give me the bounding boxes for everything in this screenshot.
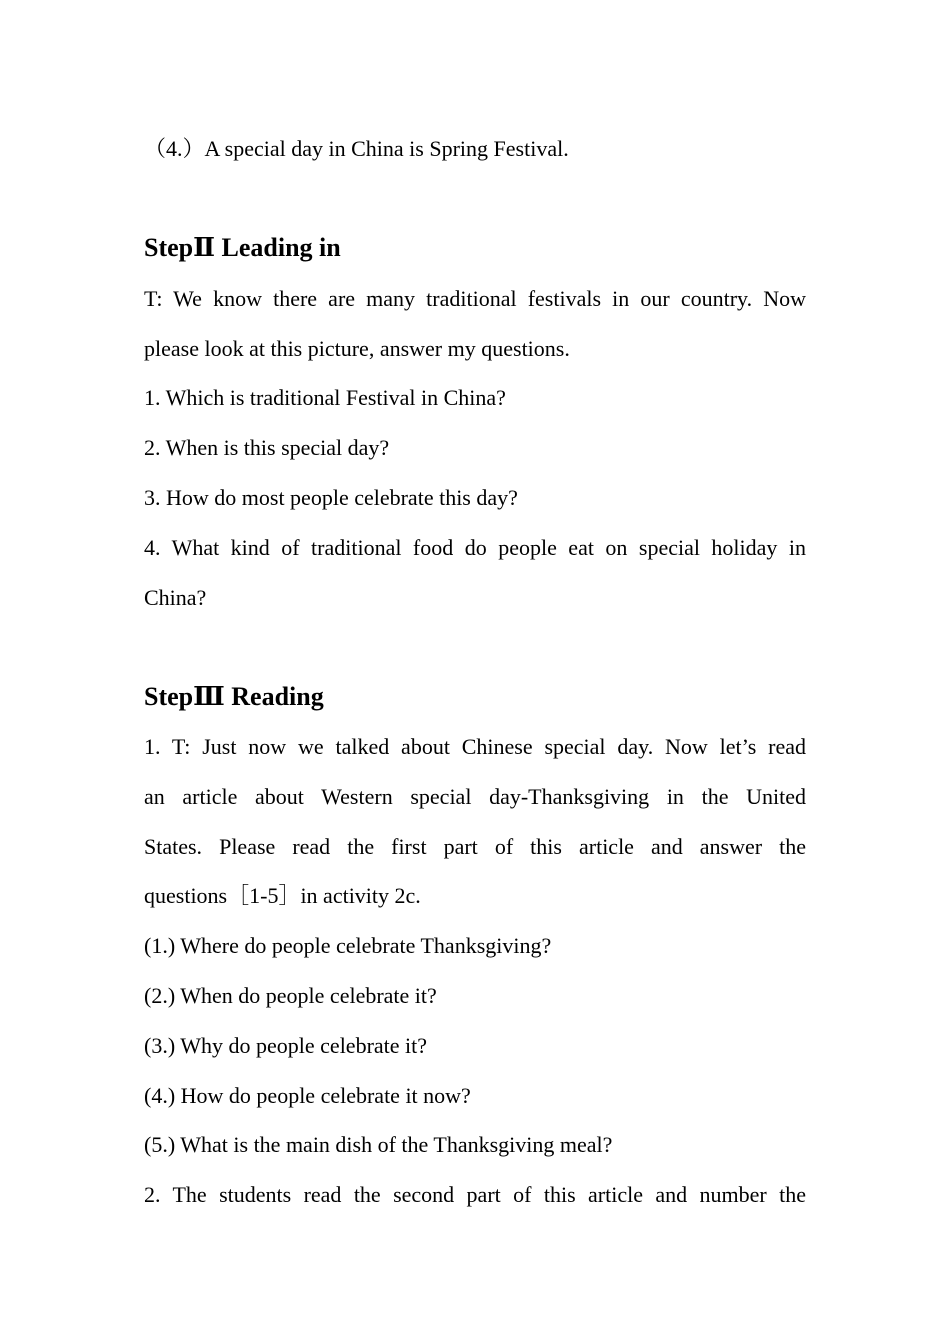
step2-question-2: 2. When is this special day? [144,435,390,460]
step3-paragraph-2-line-1: 2. The students read the second part of this article and number the [144,1182,806,1207]
step2-question-4-line-1: 4. What kind of traditional food do people eat on special holiday in [144,535,806,560]
step2-teacher-line-1: T: We know there are many traditional festivals in our country. Now [144,286,806,311]
step2-heading: StepⅡ Leading in [144,233,341,262]
step3-paragraph-1-line-2: an article about Western special day-Thanksgiving in the United [144,784,806,809]
step3-subquestion-2: (2.) When do people celebrate it? [144,983,437,1008]
step3-subquestion-3: (3.) Why do people celebrate it? [144,1033,428,1058]
step3-subquestion-4: (4.) How do people celebrate it now? [144,1083,471,1108]
step3-paragraph-1-line-4: questions［1-5］in activity 2c. [144,883,421,908]
step2-question-3: 3. How do most people celebrate this day? [144,485,518,510]
intro-line: （4.）A special day in China is Spring Festival. [144,136,569,161]
step3-paragraph-1-line-3: States. Please read the first part of this article and answer the [144,834,806,859]
step2-question-4-line-2: China? [144,585,207,610]
step2-teacher-line-2: please look at this picture, answer my questions. [144,336,570,361]
step3-subquestion-1: (1.) Where do people celebrate Thanksgiving? [144,933,552,958]
step3-heading: StepⅢ Reading [144,682,324,711]
step3-paragraph-1-line-1: 1. T: Just now we talked about Chinese special day. Now let’s read [144,734,806,759]
step2-question-1: 1. Which is traditional Festival in China? [144,385,506,410]
step3-subquestion-5: (5.) What is the main dish of the Thanksgiving meal? [144,1132,613,1157]
